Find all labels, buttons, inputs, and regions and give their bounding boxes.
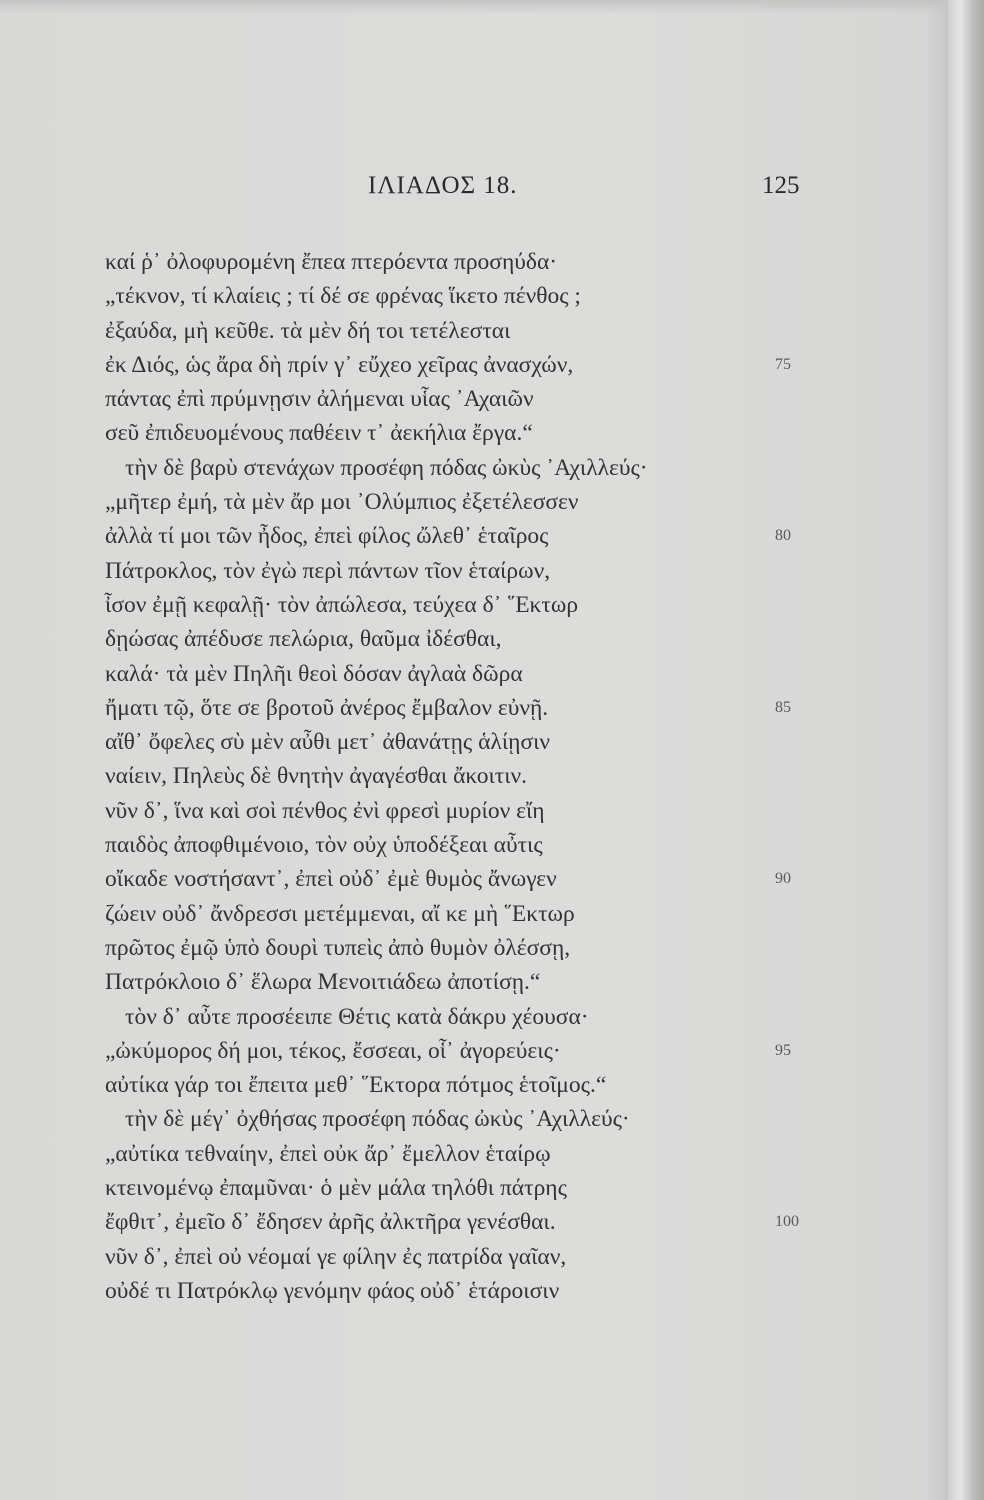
verse-line [105,519,885,553]
page-number: 125 [762,172,800,199]
verse-line [105,314,885,348]
verse-text: νῦν δ᾿, ἵνα καὶ σοὶ πένθος ἐνὶ φρεσὶ μυρίον εἴη [105,797,545,824]
verse-line [105,759,885,793]
verse-text: οἴκαδε νοστήσαντ᾿, ἐπεὶ οὐδ᾿ ἐμὲ θυμὸς ἄνωγεν [105,866,557,893]
verse-line [105,897,885,931]
verse-text: αὐτίκα γάρ τοι ἔπειτα μεθ᾿ ῞Εκτορα πότμος ἑτοῖμος.“ [105,1072,607,1099]
verse-line [105,1137,885,1171]
verse-line [105,485,885,519]
verse-text: οὐδέ τι Πατρόκλῳ γενόμην φάος οὐδ᾿ ἑτάροισιν [105,1277,560,1304]
verse-text: πρῶτος ἐμῷ ὑπὸ δουρὶ τυπεὶς ἀπὸ θυμὸν ὀλέσσῃ, [105,934,571,961]
verse-line [105,1205,885,1239]
verse-text: „αὐτίκα τεθναίην, ἐπεὶ οὐκ ἄρ᾿ ἔμελλον ἑταίρῳ [105,1140,551,1167]
verse-line [105,451,885,485]
verse-line [105,1000,885,1034]
verse-text: τὴν δὲ βαρὺ στενάχων προσέφη πόδας ὠκὺς ᾿Αχιλλεύς· [125,454,648,481]
verse-text: κτεινομένῳ ἐπαμῦναι· ὁ μὲν μάλα τηλόθι πάτρης [105,1175,567,1202]
verse-text: „τέκνον, τί κλαίεις ; τί δέ σε φρένας ἵκετο πένθος ; [105,283,581,310]
verse-line [105,279,885,313]
verse-line [105,931,885,965]
verse-line [105,1068,885,1102]
verse-line [105,382,885,416]
verse-text: τὴν δὲ μέγ᾿ ὀχθήσας προσέφη πόδας ὠκὺς ᾿Αχιλλεύς· [125,1106,630,1133]
verse-line [105,245,885,279]
verse-text: ναίειν, Πηλεὺς δὲ θνητὴν ἀγαγέσθαι ἄκοιτιν. [105,763,528,790]
verse-line [105,554,885,588]
verse-line [105,862,885,896]
verse-block [105,245,885,1308]
verse-line [105,1240,885,1274]
verse-line [105,1171,885,1205]
verse-text: „ὠκύμορος δή μοι, τέκος, ἔσσεαι, οἷ᾿ ἀγορεύεις· [105,1037,561,1064]
verse-line [105,691,885,725]
page-edge [948,0,984,1500]
verse-text: τὸν δ᾿ αὖτε προσέειπε Θέτις κατὰ δάκρυ χέουσα· [125,1003,589,1030]
verse-line [105,657,885,691]
verse-text: παιδὸς ἀποφθιμένοιο, τὸν οὐχ ὑποδέξεαι αὖτις [105,832,543,859]
line-number: 95 [775,1041,791,1059]
page-top-shadow [0,0,984,14]
verse-text: „μῆτερ ἐμή, τὰ μὲν ἄρ μοι ᾿Ολύμπιος ἐξετέλεσσεν [105,489,579,516]
page-header [0,172,984,212]
running-head: ΙΛΙΑΔΟΣ 18. [368,172,518,199]
verse-line [105,1102,885,1136]
verse-line [105,416,885,450]
line-number: 85 [775,698,791,716]
verse-line [105,1274,885,1308]
verse-text: ἀλλὰ τί μοι τῶν ἦδος, ἐπεὶ φίλος ὤλεθ᾿ ἑταῖρος [105,523,549,550]
verse-line [105,1034,885,1068]
verse-text: σεῦ ἐπιδευομένους παθέειν τ᾿ ἀεκήλια ἔργα.“ [105,420,533,447]
verse-text: ἐξαύδα, μὴ κεῦθε. τὰ μὲν δή τοι τετέλεσται [105,317,511,344]
line-number: 80 [775,527,791,545]
verse-text: αἴθ᾿ ὄφελες σὺ μὲν αὖθι μετ᾿ ἀθανάτῃς ἁλίῃσιν [105,729,551,756]
verse-line [105,794,885,828]
verse-text: Πάτροκλος, τὸν ἐγὼ περὶ πάντων τῖον ἑταίρων, [105,557,551,584]
verse-text: καλά· τὰ μὲν Πηλῆι θεοὶ δόσαν ἀγλαὰ δῶρα [105,660,523,687]
verse-line [105,725,885,759]
verse-text: ζώειν οὐδ᾿ ἄνδρεσσι μετέμμεναι, αἴ κε μὴ ῞Εκτωρ [105,900,575,927]
line-number: 75 [775,355,791,373]
verse-line [105,965,885,999]
verse-text: Πατρόκλοιο δ᾿ ἕλωρα Μενοιτιάδεω ἀποτίσῃ.“ [105,969,541,996]
verse-text: ἤματι τῷ, ὅτε σε βροτοῦ ἀνέρος ἔμβαλον εὐνῇ. [105,694,549,721]
verse-line [105,828,885,862]
verse-text: νῦν δ᾿, ἐπεὶ οὐ νέομαί γε φίλην ἐς πατρίδα γαῖαν, [105,1243,567,1270]
line-number: 90 [775,870,791,888]
verse-text: δῃώσας ἀπέδυσε πελώρια, θαῦμα ἰδέσθαι, [105,626,502,653]
verse-line [105,348,885,382]
verse-text: καί ῥ᾿ ὀλοφυρομένη ἔπεα πτερόεντα προσηύδα· [105,249,558,275]
verse-text: ἔφθιτ᾿, ἐμεῖο δ᾿ ἔδησεν ἀρῆς ἀλκτῆρα γενέσθαι. [105,1209,556,1236]
verse-text: ἶσον ἐμῇ κεφαλῇ· τὸν ἀπώλεσα, τεύχεα δ᾿ ῞Εκτωρ [105,591,579,618]
verse-text: ἐκ Διός, ὡς ἄρα δὴ πρίν γ᾿ εὔχεο χεῖρας ἀνασχών, [105,351,574,378]
verse-line [105,622,885,656]
verse-line [105,588,885,622]
line-number: 100 [775,1213,799,1231]
verse-text: πάντας ἐπὶ πρύμνῃσιν ἀλήμεναι υἷας ᾿Αχαιῶν [105,386,534,413]
